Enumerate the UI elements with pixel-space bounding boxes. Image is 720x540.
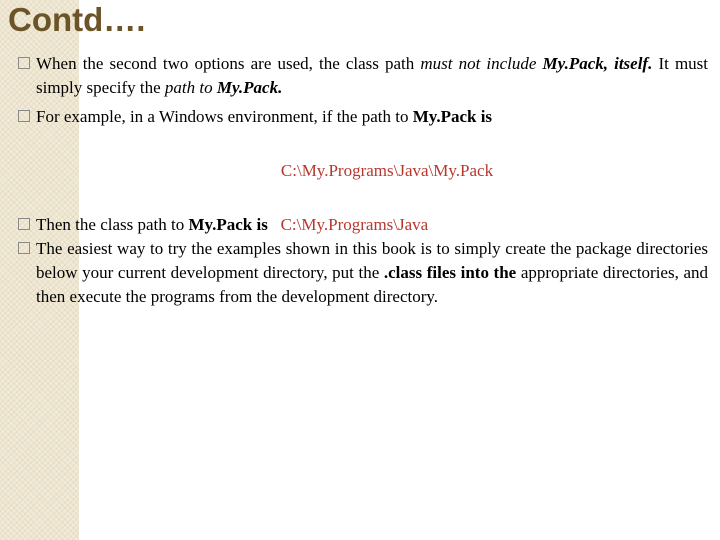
paragraph-4-text: The easiest way to try the examples shown in this book is to simply create the package directories below your current development directory, put the .class files into the appropriate directories, and then execute the programs from the development directory. xyxy=(36,239,708,306)
slide-title: Contd…. xyxy=(8,1,146,38)
bullet-paragraph-4 xyxy=(18,237,708,309)
bullet-box-icon xyxy=(18,57,30,69)
bullet-box-icon xyxy=(18,218,30,230)
paragraph-2-text: For example, in a Windows environment, if the path to My.Pack is xyxy=(36,107,493,126)
bullet-box-icon xyxy=(18,110,30,122)
bullet-paragraph-3 xyxy=(18,213,708,237)
slide-content xyxy=(18,52,708,309)
paragraph-1-text: When the second two options are used, the class path must not include My.Pack, itself. It must simply specify the path to My.Pack. xyxy=(36,54,709,97)
bullet-box-icon xyxy=(18,242,30,254)
bullet-paragraph-1 xyxy=(18,52,708,100)
bullet-paragraph-2 xyxy=(18,105,708,129)
centered-path: C:\My.Programs\Java\My.Pack xyxy=(280,161,494,180)
class-path-value: C:\My.Programs\Java xyxy=(280,215,429,234)
paragraph-3-text: Then the class path to My.Pack is C:\My.Programs\Java xyxy=(36,215,429,234)
